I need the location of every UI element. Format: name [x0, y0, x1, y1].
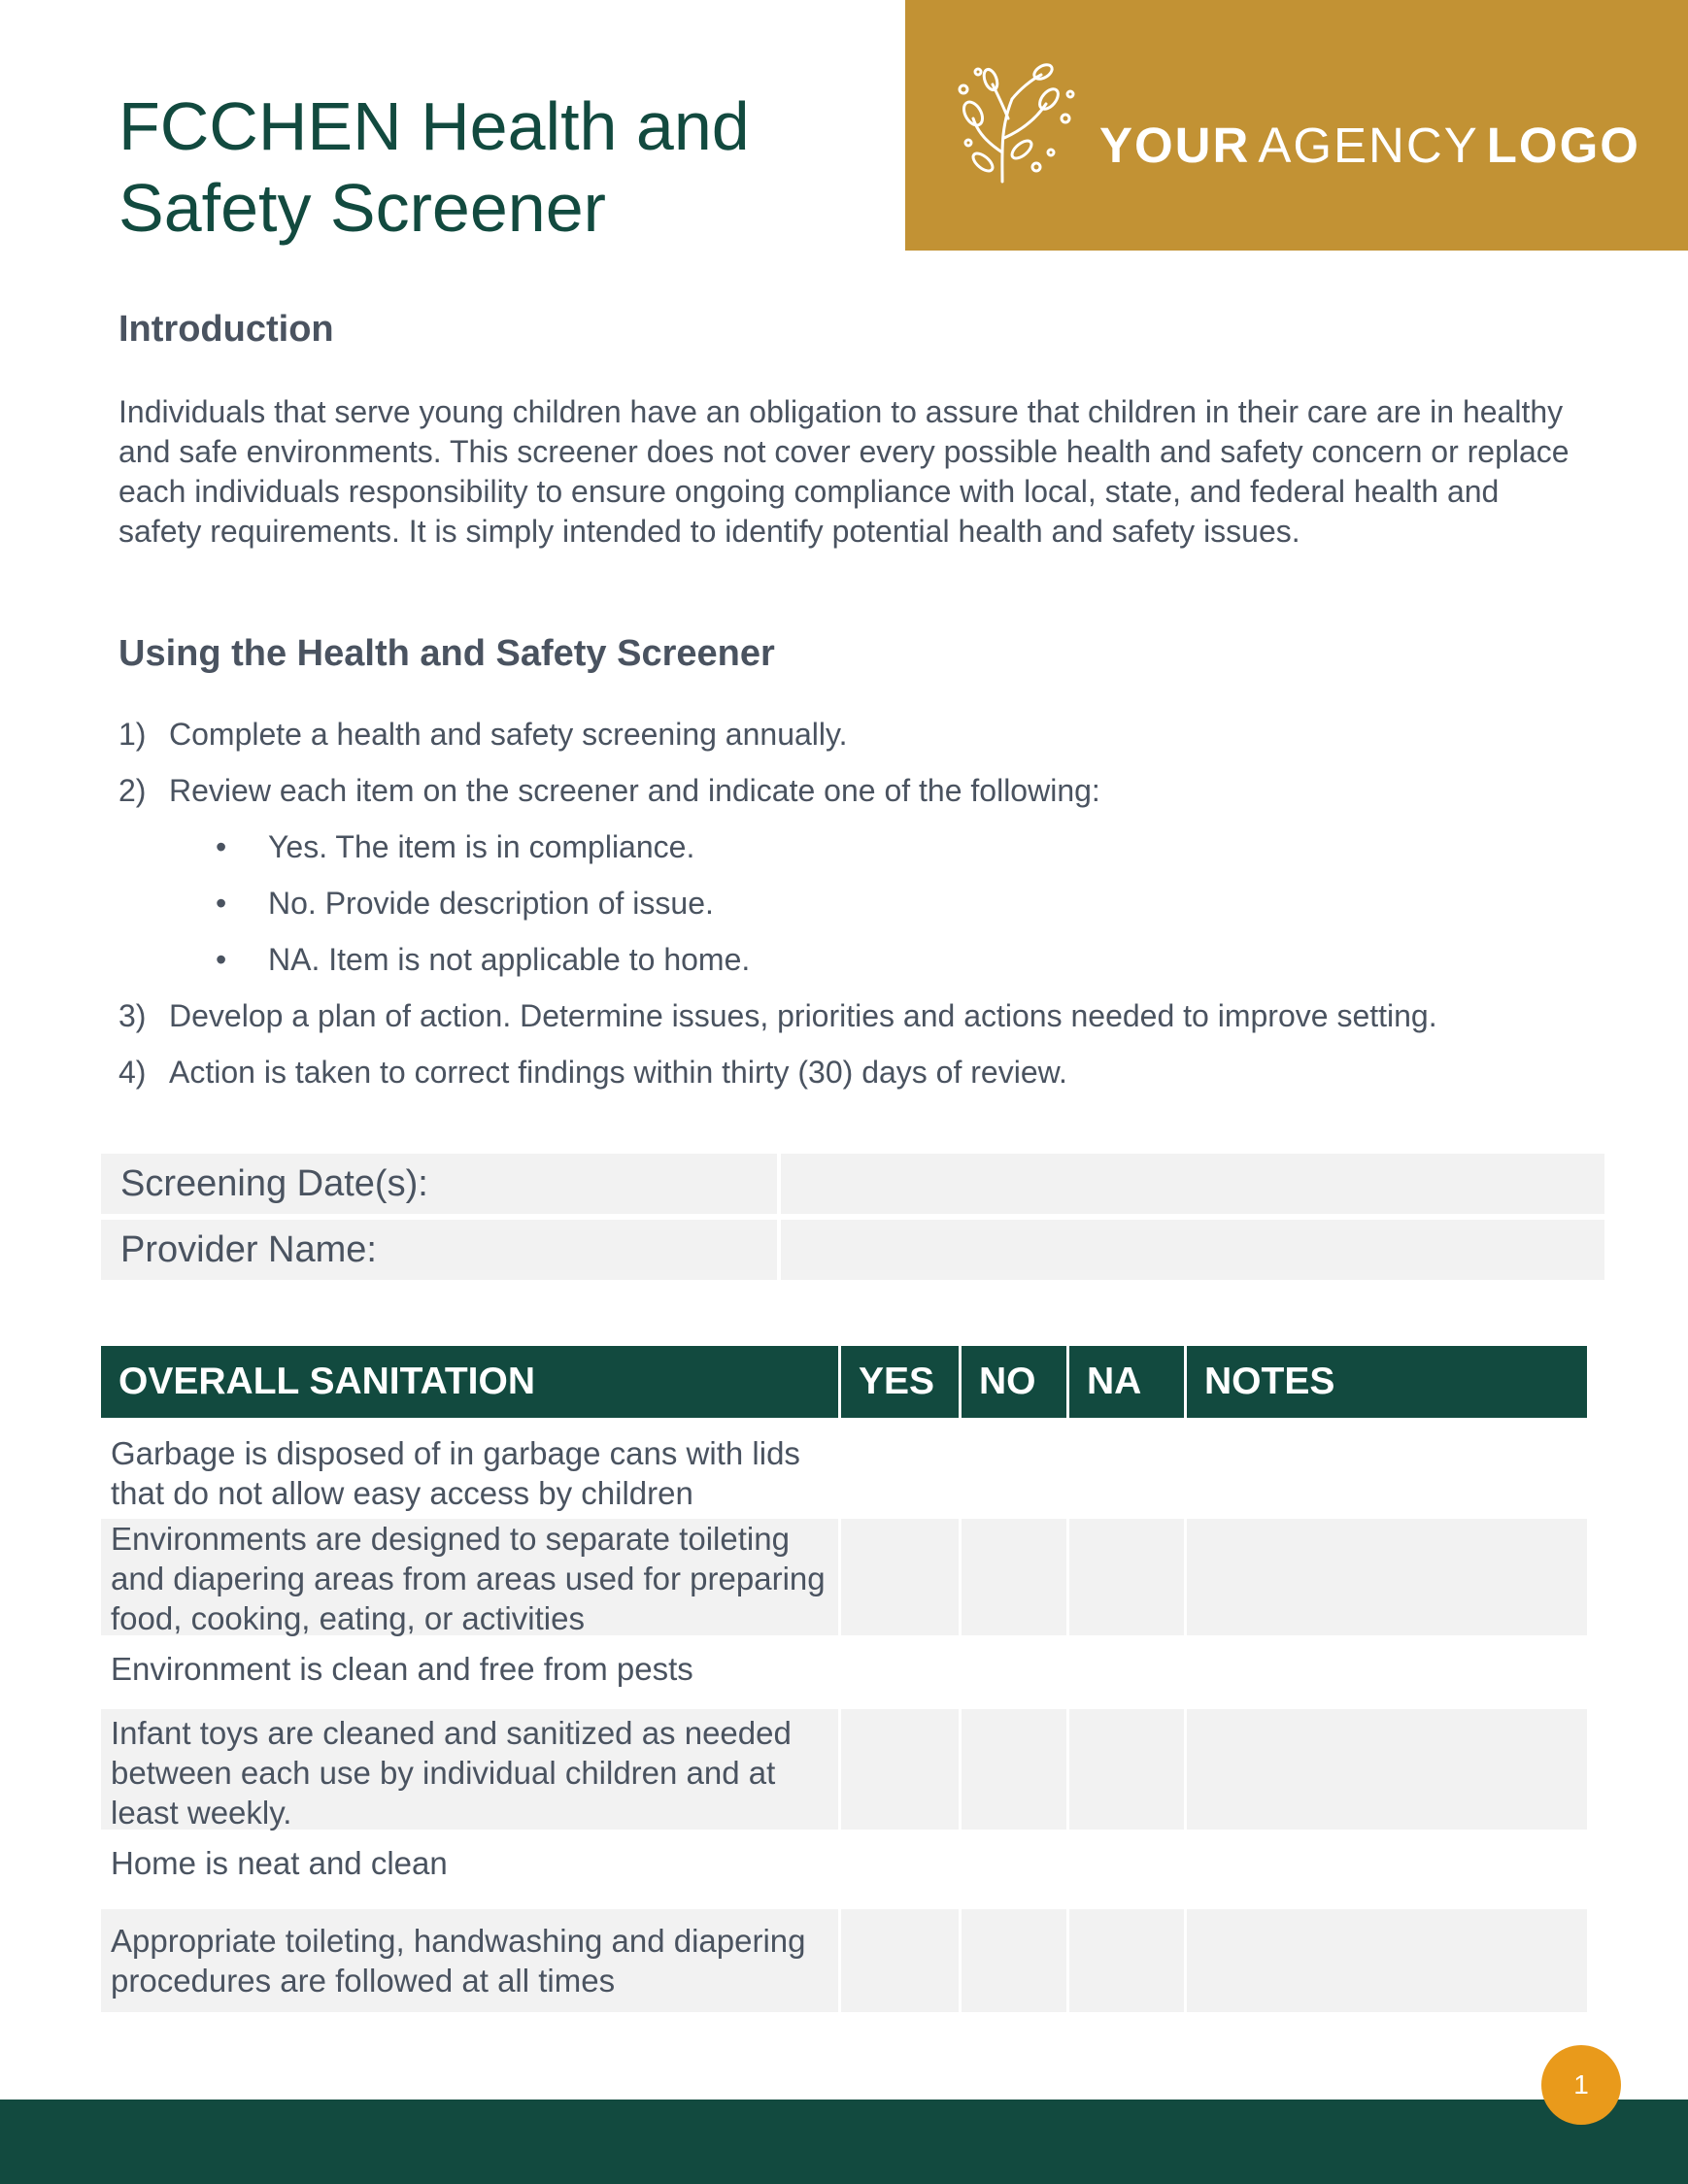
bullet-icon: • [216, 886, 227, 921]
logo-word-logo: LOGO [1486, 118, 1640, 173]
no-cell[interactable] [962, 1418, 1069, 1519]
logo-text [1099, 117, 1640, 174]
screening-date-row [101, 1154, 1604, 1214]
row-item-text: Environment is clean and free from pests [101, 1635, 841, 1709]
list-item [118, 773, 1634, 829]
header-overall-sanitation: OVERALL SANITATION [101, 1346, 841, 1418]
row-item-text: Appropriate toileting, handwashing and diapering procedures are followed at all times [101, 1909, 841, 2012]
bullet-item [118, 886, 1634, 942]
document-title [118, 85, 857, 249]
na-cell[interactable] [1069, 1909, 1187, 2012]
yes-cell[interactable] [841, 1909, 962, 2012]
intro-heading: Introduction [118, 309, 334, 350]
row-item-text: Infant toys are cleaned and sanitized as needed between each use by individual children and at least weekly. [101, 1709, 841, 1830]
table-row [101, 1418, 1587, 1519]
na-cell[interactable] [1069, 1635, 1187, 1709]
bullet-icon: • [216, 829, 227, 864]
na-cell[interactable] [1069, 1830, 1187, 1909]
intro-paragraph: Individuals that serve young children have an obligation to assure that children in their care are in healthy and safe environments. This screener does not cover every possible health and safety concern or replace each individuals responsibility to ensure ongoing compliance with local, state, and federal health and safety requirements. It is simply intended to identify potential health and safety issues. [118, 394, 1570, 549]
yes-cell[interactable] [841, 1519, 962, 1635]
notes-cell[interactable] [1187, 1635, 1587, 1709]
list-item [118, 1055, 1634, 1111]
bullet-text: NA. Item is not applicable to home. [268, 942, 751, 977]
bullet-icon: • [216, 942, 227, 977]
no-cell[interactable] [962, 1709, 1069, 1830]
notes-cell[interactable] [1187, 1519, 1587, 1635]
provider-name-label: Provider Name: [101, 1220, 777, 1280]
na-cell[interactable] [1069, 1519, 1187, 1635]
table-row [101, 1519, 1587, 1635]
bullet-text: No. Provide description of issue. [268, 886, 714, 921]
notes-cell[interactable] [1187, 1418, 1587, 1519]
step-text: Develop a plan of action. Determine issues, priorities and actions needed to improve setting. [169, 998, 1437, 1033]
header-na: NA [1069, 1346, 1187, 1418]
row-item-text: Garbage is disposed of in garbage cans with lids that do not allow easy access by children [101, 1418, 841, 1519]
step-number: 2) [118, 773, 147, 808]
yes-cell[interactable] [841, 1830, 962, 1909]
notes-cell[interactable] [1187, 1709, 1587, 1830]
bullet-text: Yes. The item is in compliance. [268, 829, 695, 864]
step-number: 3) [118, 998, 147, 1033]
footer-bar [0, 2100, 1688, 2184]
floral-sprig-icon [944, 60, 1090, 186]
logo-word-your: YOUR [1099, 118, 1251, 173]
notes-cell[interactable] [1187, 1909, 1587, 2012]
step-text: Review each item on the screener and indicate one of the following: [169, 773, 1100, 808]
header-notes: NOTES [1204, 1361, 1335, 1402]
yes-cell[interactable] [841, 1709, 962, 1830]
page-number-badge: 1 [1541, 2045, 1621, 2125]
bullet-item [118, 942, 1634, 998]
logo-word-agency: AGENCY [1258, 118, 1479, 173]
notes-cell[interactable] [1187, 1830, 1587, 1909]
na-cell[interactable] [1069, 1709, 1187, 1830]
provider-name-row [101, 1220, 1604, 1280]
no-cell[interactable] [962, 1830, 1069, 1909]
header-no: NO [962, 1346, 1069, 1418]
title-line-1: FCCHEN Health and [118, 88, 750, 164]
table-row [101, 1709, 1587, 1830]
table-row [101, 1830, 1587, 1909]
na-cell[interactable] [1069, 1418, 1187, 1519]
row-item-text: Home is neat and clean [101, 1830, 841, 1909]
list-item [118, 998, 1634, 1055]
no-cell[interactable] [962, 1519, 1069, 1635]
yes-cell[interactable] [841, 1418, 962, 1519]
no-cell[interactable] [962, 1635, 1069, 1709]
screening-date-field[interactable] [781, 1154, 1604, 1214]
using-heading: Using the Health and Safety Screener [118, 633, 775, 674]
provider-name-field[interactable] [781, 1220, 1604, 1280]
step-number: 1) [118, 717, 147, 752]
no-cell[interactable] [962, 1909, 1069, 2012]
step-text: Action is taken to correct findings within thirty (30) days of review. [169, 1055, 1067, 1090]
step-number: 4) [118, 1055, 147, 1090]
table-row [101, 1909, 1587, 2012]
row-item-text: Environments are designed to separate toileting and diapering areas from areas used for preparing food, cooking, eating, or activities [101, 1519, 841, 1635]
step-text: Complete a health and safety screening annually. [169, 717, 848, 752]
sanitation-table [101, 1346, 1587, 2012]
table-header [101, 1346, 1587, 1418]
yes-cell[interactable] [841, 1635, 962, 1709]
agency-logo [905, 0, 1688, 251]
bullet-item [118, 829, 1634, 886]
table-row [101, 1635, 1587, 1709]
list-item [118, 717, 1634, 773]
title-line-2: Safety Screener [118, 170, 606, 246]
screening-date-label: Screening Date(s): [101, 1154, 777, 1214]
screening-info-table [101, 1154, 1604, 1286]
header-yes: YES [841, 1346, 962, 1418]
instructions-list [118, 717, 1634, 1111]
